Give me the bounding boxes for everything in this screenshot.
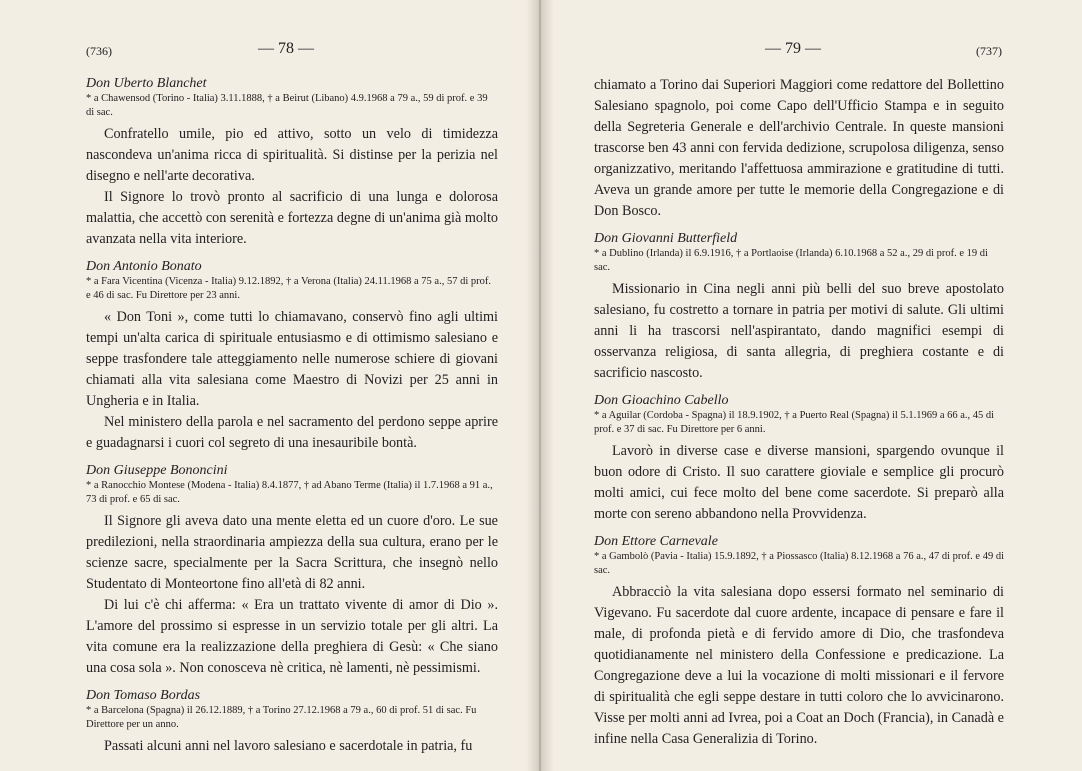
left-page-content — [86, 75, 498, 765]
entry-paragraph: Lavorò in diverse case e diverse mansioni, spargendo ovunque il buon odore di Cristo. Il suo carattere gioviale e semplice gli procurò molti amici, cui fece molto del bene come sacerdote. Si preparò alla morte con sereno abbandono nella Provvidenza. — [594, 443, 1004, 522]
entry-paragraph: Nel ministero della parola e nel sacramento del perdono seppe aprire e guadagnarsi i cuori col segreto di una inesauribile bontà. — [86, 414, 498, 451]
obituary-entry — [86, 462, 498, 679]
obituary-entry — [594, 533, 1004, 750]
entry-name: Don Giovanni Butterfield — [594, 231, 738, 246]
entry-name: Don Antonio Bonato — [86, 259, 202, 274]
obituary-entry — [594, 392, 1004, 525]
entry-paragraph: Di lui c'è chi afferma: « Era un trattato vivente di amor di Dio ». L'amore del prossimo si espresse in un servizio totale per gli altri. La vita comune era la realizzazione della preghiera di Gesù: « Che siano una cosa sola ». Non conosceva nè critica, nè lamenti, nè pessimismi. — [86, 597, 498, 676]
right-header-number: (737) — [976, 44, 1002, 58]
entry-name: Don Tomaso Bordas — [86, 688, 201, 703]
entry-paragraph: Passati alcuni anni nel lavoro salesiano e sacerdotale in patria, fu — [104, 738, 473, 754]
entry-name: Don Uberto Blanchet — [86, 76, 207, 91]
entry-paragraph: Confratello umile, pio ed attivo, sotto un velo di timidezza nascondeva un'anima ricca di spiritualità. Si distinse per la perizia nel disegno e nell'arte decorativa. — [86, 126, 498, 184]
obituary-entry — [86, 75, 498, 250]
obituary-entry — [86, 258, 498, 454]
left-header-number: (736) — [86, 44, 112, 58]
entry-paragraph: « Don Toni », come tutti lo chiamavano, conservò fino agli ultimi tempi un'alta carica di spirituale entusiasmo e di ottimismo salesiano e seppe trasfondere tale atteggiamento nelle numerose schiere di giovani chiamati alla vita salesiana come Maestro di Novizi per 25 anni in Ungheria e in Italia. — [86, 309, 498, 409]
entry-details: * a Gambolò (Pavia - Italia) 15.9.1892, † a Piossasco (Italia) 8.12.1968 a 76 a., 47 di prof. e 49 di sac. — [594, 551, 1004, 576]
entry-paragraph: Il Signore lo trovò pronto al sacrificio di una lunga e dolorosa malattia, che accettò con serenità e fortezza degne di un'anima già molto avanzata nella vita interiore. — [86, 189, 498, 247]
entry-details: * a Aguilar (Cordoba - Spagna) il 18.9.1902, † a Puerto Real (Spagna) il 5.1.1969 a 66 a., 45 di prof. e 37 di sac. Fu Direttore per 6 anni. — [594, 410, 995, 435]
entry-name: Don Ettore Carnevale — [594, 534, 718, 549]
book-gutter — [526, 0, 554, 771]
entry-details: * a Chawensod (Torino - Italia) 3.11.1888, † a Beirut (Libano) 4.9.1968 a 79 a., 59 di prof. e 39 di sac. — [86, 93, 488, 118]
left-page-number: — 78 — — [258, 40, 314, 57]
entry-name: Don Giuseppe Bononcini — [86, 463, 228, 478]
entry-paragraph: Missionario in Cina negli anni più belli del suo breve apostolato salesiano, fu costretto a tornare in patria per motivi di salute. Gli ultimi anni li ha trascorsi nell'aspirantato, dando magnifici esempi di osservanza religiosa, di santa allegria, di preghiera costante e di sacrificio nascosto. — [594, 281, 1004, 381]
entry-name: Don Gioachino Cabello — [594, 393, 729, 408]
left-page — [0, 0, 540, 771]
right-page-number: — 79 — — [765, 40, 821, 57]
right-page-content — [594, 75, 1004, 758]
continuation-paragraph: chiamato a Torino dai Superiori Maggiori come redattore del Bollettino Salesiano spagnolo, poi come Capo dell'Ufficio Stampa e in seguito della Segreteria Generale e dell'archivio Centrale. In queste mansioni trascorse ben 43 anni con fervida dedizione, scrupolosa diligenza, senso organizzativo, meritando l'affettuosa ammirazione e gratitudine di tutti. Aveva un grande amore per tutte le memorie della Congregazione e di Don Bosco. — [594, 77, 1004, 219]
entry-paragraph: Abbracciò la vita salesiana dopo essersi formato nel seminario di Vigevano. Fu sacerdote dal cuore ardente, incapace di pensare e fare il male, di profonda pietà e di fervido amore di Dio, che trasfondeva quotidianamente nel ministero della Confessione e predicazione. La Congregazione deve a lui la vocazione di molti missionari e il fervore di spiritualità che egli seppe destare in tutti coloro che lo avvicinarono. Visse per molti anni ad Ivrea, poi a Coat an Doch (Francia), in Canadà e infine nella Casa Generalizia di Torino. — [594, 584, 1004, 747]
obituary-entry — [86, 687, 498, 757]
obituary-entry — [594, 230, 1004, 384]
entry-details: * a Barcelona (Spagna) il 26.12.1889, † a Torino 27.12.1968 a 79 a., 60 di prof. 51 di sac. Fu Direttore per un anno. — [86, 705, 477, 730]
entry-details: * a Ranocchio Montese (Modena - Italia) 8.4.1877, † ad Abano Terme (Italia) il 1.7.1968 a 91 a., 73 di prof. e 65 di sac. — [86, 480, 493, 505]
entry-details: * a Fara Vicentina (Vicenza - Italia) 9.12.1892, † a Verona (Italia) 24.11.1968 a 75 a., 57 di prof. e 46 di sac. Fu Direttore per 23 anni. — [86, 276, 491, 301]
entry-details: * a Dublino (Irlanda) il 6.9.1916, † a Portlaoise (Irlanda) 6.10.1968 a 52 a., 29 di prof. e 19 di sac. — [594, 248, 988, 273]
continuation-block — [594, 75, 1004, 222]
entry-paragraph: Il Signore gli aveva dato una mente eletta ed un cuore d'oro. Le sue predilezioni, nella straordinaria ampiezza della sua cultura, erano per le scienze sacre, specialmente per la Sacra Scrittura, che insegnò nello Studentato di Monteortone fino all'età di 82 anni. — [86, 513, 498, 592]
